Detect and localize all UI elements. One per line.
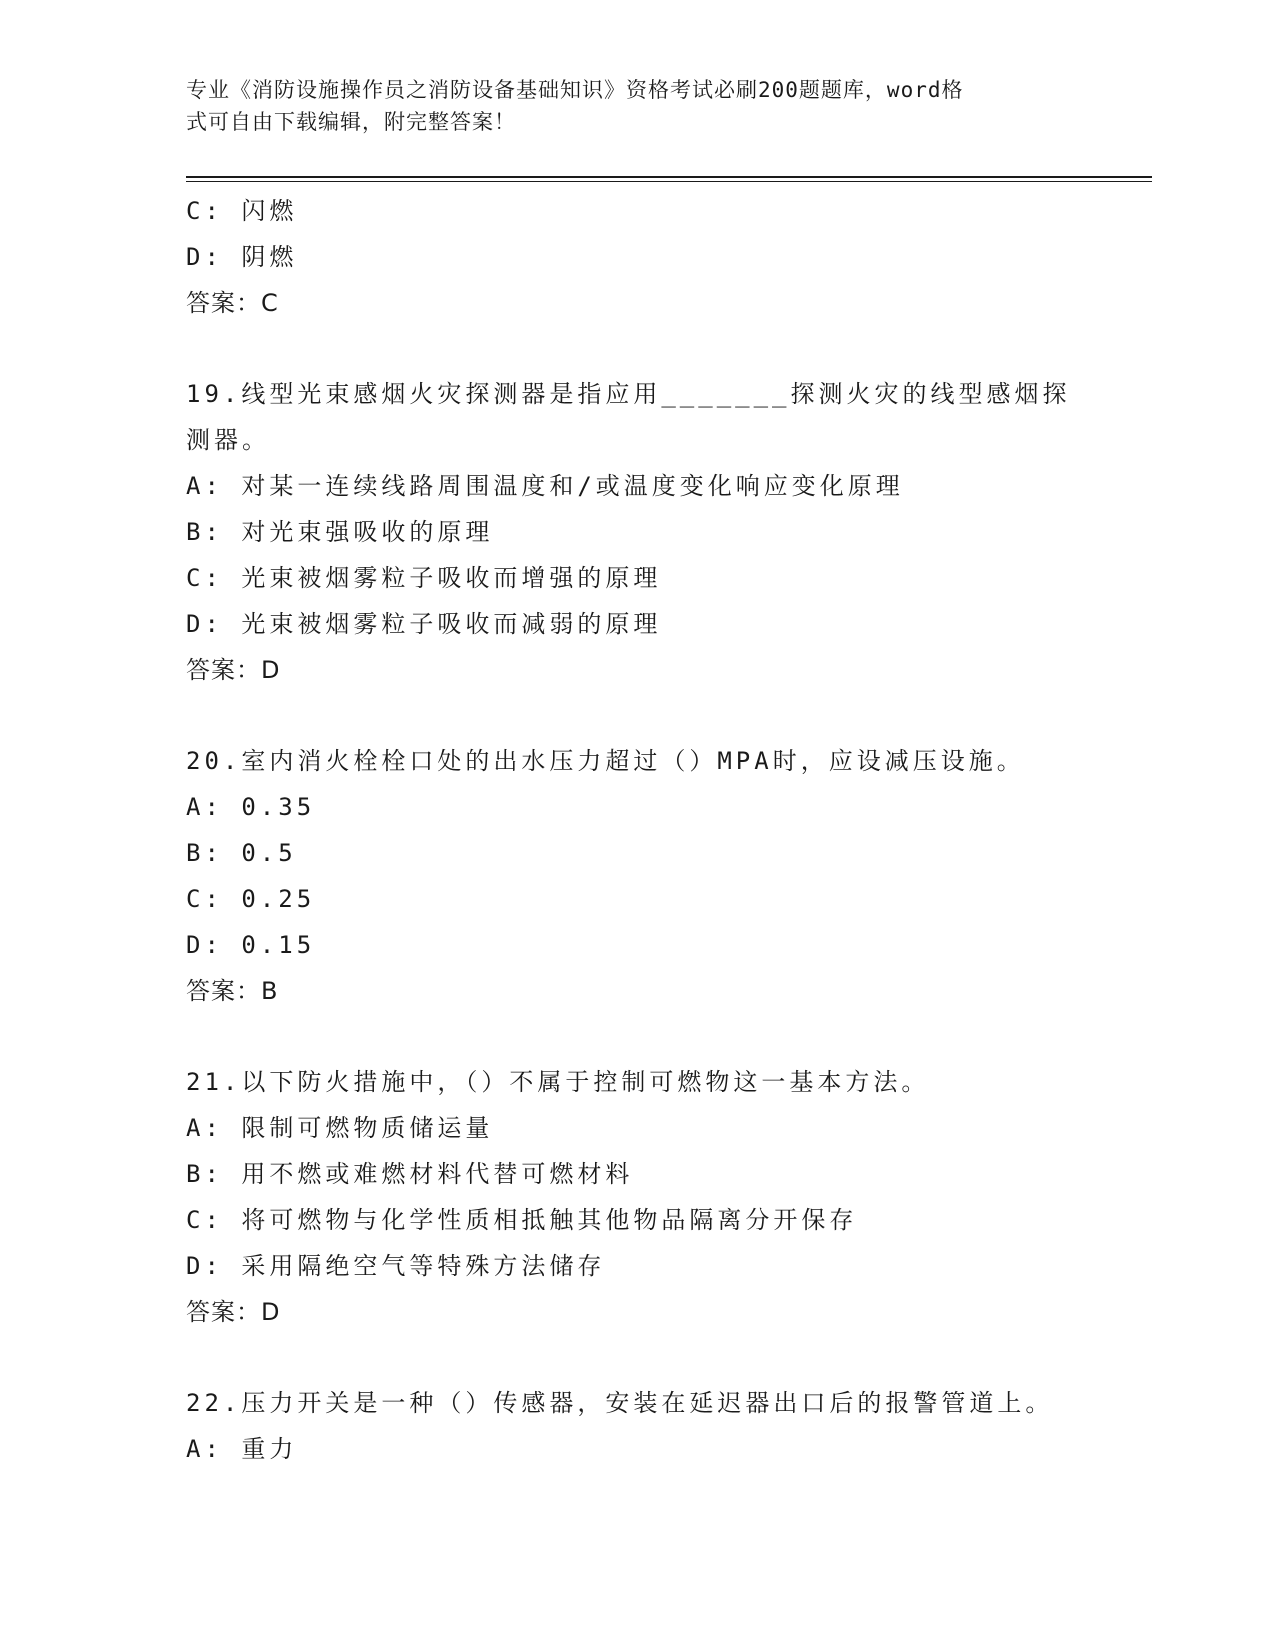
question-19-option-b: B: 对光束强吸收的原理 (186, 518, 494, 546)
question-20-stem: 20.室内消火栓栓口处的出水压力超过（）MPA时，应设减压设施。 (186, 747, 1025, 775)
question-21-option-a: A: 限制可燃物质储运量 (186, 1114, 494, 1142)
header-line-2: 式可自由下载编辑，附完整答案！ (186, 110, 516, 134)
question-18-tail (186, 188, 1086, 326)
question-19-option-c: C: 光束被烟雾粒子吸收而增强的原理 (186, 564, 662, 592)
question-18-answer: 答案：C (186, 289, 279, 317)
question-22 (186, 1380, 1086, 1472)
question-19-stem-line-1: 19.线型光束感烟火灾探测器是指应用_______探测火灾的线型感烟探 (186, 380, 1071, 408)
question-18-option-c: C: 闪燃 (186, 197, 298, 225)
question-21-option-b: B: 用不燃或难燃材料代替可燃材料 (186, 1160, 634, 1188)
question-22-option-a: A: 重力 (186, 1435, 298, 1463)
question-20-answer: 答案：B (186, 977, 279, 1005)
question-21 (186, 1059, 1086, 1335)
question-19-stem-line-2: 测器。 (186, 426, 270, 454)
question-20-option-d: D: 0.15 (186, 931, 316, 959)
question-19-option-a: A: 对某一连续线路周围温度和/或温度变化响应变化原理 (186, 472, 904, 500)
question-list (186, 188, 1086, 1472)
question-20-option-a: A: 0.35 (186, 793, 316, 821)
question-spacer (186, 693, 1086, 738)
question-21-stem: 21.以下防火措施中，（）不属于控制可燃物这一基本方法。 (186, 1068, 930, 1096)
question-19-answer: 答案：D (186, 656, 281, 684)
question-20 (186, 738, 1086, 1014)
question-18-option-d: D: 阴燃 (186, 243, 298, 271)
question-19 (186, 371, 1086, 693)
header-divider-thin (186, 181, 1152, 182)
question-21-option-c: C: 将可燃物与化学性质相抵触其他物品隔离分开保存 (186, 1206, 858, 1234)
question-20-option-c: C: 0.25 (186, 885, 316, 913)
question-spacer (186, 1014, 1086, 1059)
question-21-answer: 答案：D (186, 1298, 281, 1326)
question-19-option-d: D: 光束被烟雾粒子吸收而减弱的原理 (186, 610, 662, 638)
question-22-stem: 22.压力开关是一种（）传感器，安装在延迟器出口后的报警管道上。 (186, 1389, 1054, 1417)
question-20-option-b: B: 0.5 (186, 839, 297, 867)
document-header (186, 74, 1066, 138)
question-21-option-d: D: 采用隔绝空气等特殊方法储存 (186, 1252, 606, 1280)
question-spacer (186, 1335, 1086, 1380)
header-divider-thick (186, 176, 1152, 178)
question-spacer (186, 326, 1086, 371)
header-line-1: 专业《消防设施操作员之消防设备基础知识》资格考试必刷200题题库，word格 (186, 78, 964, 102)
